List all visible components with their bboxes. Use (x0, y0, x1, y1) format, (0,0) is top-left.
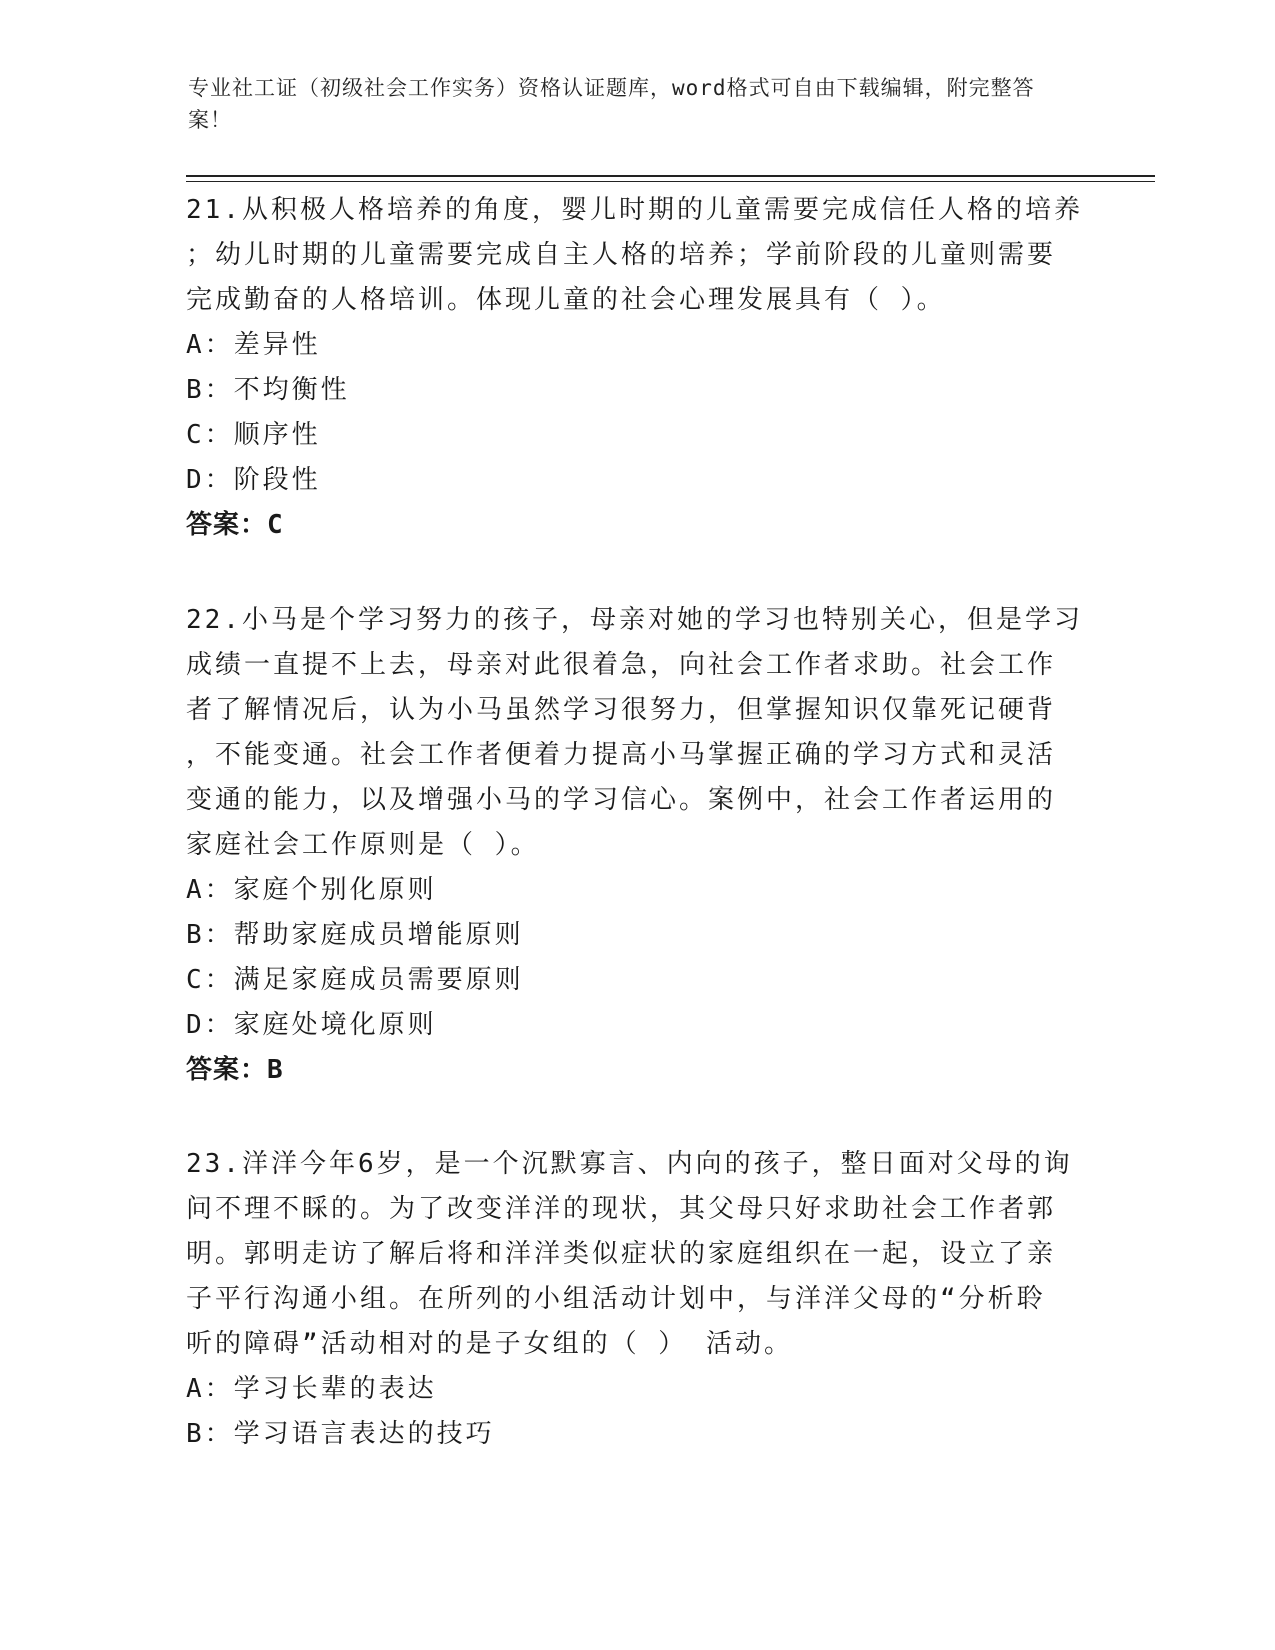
option-c: C：满足家庭成员需要原则 (186, 965, 524, 995)
answer-line: 答案：C (186, 510, 284, 540)
question-21 (186, 188, 1086, 548)
answer-line: 答案：B (186, 1055, 284, 1085)
option-a: A：差异性 (186, 330, 321, 360)
question-stem: 23.洋洋今年6岁，是一个沉默寡言、内向的孩子，整日面对父母的询 问不理不睬的。为了改变洋洋的现状，其父母只好求助社会工作者郭 明。郭明走访了解后将和洋洋类似症状的家庭组织在一起，设立了亲 子平行沟通小组。在所列的小组活动计划中，与洋洋父母的“分析聆 听的障碍”活动相对的是子女组的（ ） 活动。 (186, 1149, 1073, 1359)
option-a: A：学习长辈的表达 (186, 1374, 437, 1404)
question-22 (186, 598, 1086, 1093)
option-b: B：学习语言表达的技巧 (186, 1419, 495, 1449)
option-d: D：阶段性 (186, 465, 321, 495)
option-b: B：帮助家庭成员增能原则 (186, 920, 524, 950)
question-23 (186, 1142, 1086, 1457)
header-divider-thin (186, 181, 1155, 182)
option-a: A：家庭个别化原则 (186, 875, 437, 905)
question-stem: 22.小马是个学习努力的孩子，母亲对她的学习也特别关心，但是学习 成绩一直提不上去，母亲对此很着急，向社会工作者求助。社会工作 者了解情况后，认为小马虽然学习很努力，但掌握知识仅靠死记硬背 ，不能变通。社会工作者便着力提高小马掌握正确的学习方式和灵活 变通的能力，以及增强小马的学习信心。案例中，社会工作者运用的 家庭社会工作原则是（ ）。 (186, 605, 1083, 860)
option-c: C：顺序性 (186, 420, 321, 450)
option-d: D：家庭处境化原则 (186, 1010, 437, 1040)
question-stem: 21.从积极人格培养的角度，婴儿时期的儿童需要完成信任人格的培养 ；幼儿时期的儿童需要完成自主人格的培养；学前阶段的儿童则需要 完成勤奋的人格培训。体现儿童的社会心理发展具有（ ）。 (186, 195, 1083, 315)
document-header: 专业社工证（初级社会工作实务）资格认证题库，word格式可自由下载编辑，附完整答案！ (188, 76, 1035, 132)
option-b: B：不均衡性 (186, 375, 350, 405)
header-divider-thick (186, 175, 1155, 177)
